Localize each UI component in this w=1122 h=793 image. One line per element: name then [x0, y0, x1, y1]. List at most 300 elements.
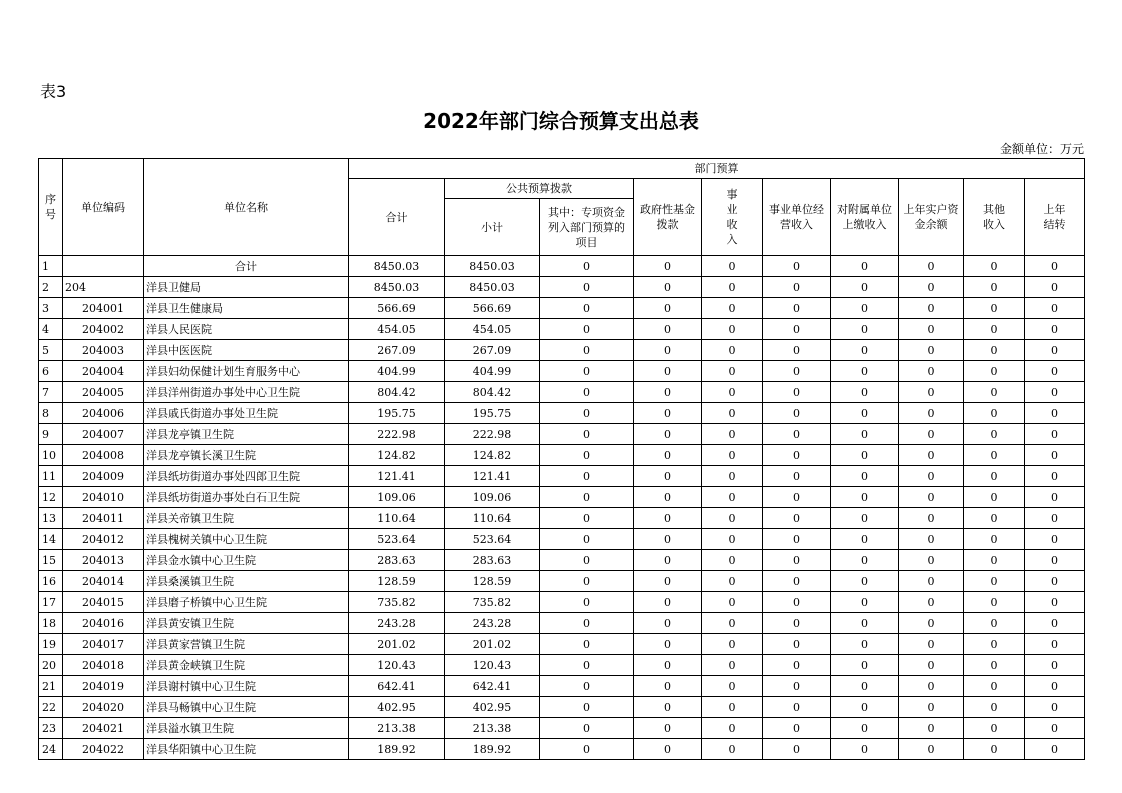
cell-business-unit-income: 0: [763, 319, 831, 340]
cell-name: 洋县马畅镇中心卫生院: [144, 697, 349, 718]
cell-other-income: 0: [964, 256, 1025, 277]
table-row: [39, 508, 1085, 529]
cell-business-income: 0: [702, 445, 763, 466]
cell-prev-carry: 0: [1025, 319, 1085, 340]
table-row: [39, 298, 1085, 319]
cell-business-unit-income: 0: [763, 676, 831, 697]
cell-subordinate-income: 0: [831, 466, 899, 487]
cell-prev-carry: 0: [1025, 697, 1085, 718]
cell-special-funds: 0: [540, 508, 634, 529]
cell-code: 204020: [63, 697, 144, 718]
cell-business-income: 0: [702, 718, 763, 739]
cell-subordinate-income: 0: [831, 277, 899, 298]
table-row: [39, 466, 1085, 487]
cell-name: 洋县黄金峡镇卫生院: [144, 655, 349, 676]
cell-special-funds: 0: [540, 550, 634, 571]
cell-seq: 9: [39, 424, 63, 445]
table-row: [39, 340, 1085, 361]
cell-business-income: 0: [702, 298, 763, 319]
cell-special-funds: 0: [540, 382, 634, 403]
cell-prev-carry: 0: [1025, 424, 1085, 445]
page-title: 2022年部门综合预算支出总表: [423, 109, 699, 133]
cell-seq: 6: [39, 361, 63, 382]
cell-name: 洋县妇幼保健计划生育服务中心: [144, 361, 349, 382]
cell-business-unit-income: 0: [763, 634, 831, 655]
cell-code: 204002: [63, 319, 144, 340]
cell-special-funds: 0: [540, 340, 634, 361]
cell-prev-balance: 0: [899, 571, 964, 592]
cell-business-unit-income: 0: [763, 571, 831, 592]
table-row: [39, 592, 1085, 613]
cell-prev-carry: 0: [1025, 277, 1085, 298]
cell-total: 283.63: [349, 550, 445, 571]
cell-seq: 23: [39, 718, 63, 739]
cell-gov-fund: 0: [634, 466, 702, 487]
cell-total: 120.43: [349, 655, 445, 676]
cell-total: 404.99: [349, 361, 445, 382]
cell-total: 642.41: [349, 676, 445, 697]
cell-subordinate-income: 0: [831, 697, 899, 718]
col-header-prev-balance: 上年实户资金余额: [899, 179, 964, 256]
cell-special-funds: 0: [540, 424, 634, 445]
cell-gov-fund: 0: [634, 277, 702, 298]
cell-business-unit-income: 0: [763, 529, 831, 550]
cell-other-income: 0: [964, 340, 1025, 361]
cell-business-unit-income: 0: [763, 718, 831, 739]
cell-prev-balance: 0: [899, 403, 964, 424]
cell-seq: 2: [39, 277, 63, 298]
cell-subordinate-income: 0: [831, 403, 899, 424]
cell-total: 8450.03: [349, 277, 445, 298]
cell-subordinate-income: 0: [831, 319, 899, 340]
cell-business-income: 0: [702, 403, 763, 424]
table-row: [39, 571, 1085, 592]
cell-gov-fund: 0: [634, 256, 702, 277]
cell-prev-balance: 0: [899, 487, 964, 508]
cell-prev-balance: 0: [899, 256, 964, 277]
cell-prev-carry: 0: [1025, 550, 1085, 571]
cell-prev-balance: 0: [899, 676, 964, 697]
cell-other-income: 0: [964, 424, 1025, 445]
cell-name: 洋县人民医院: [144, 319, 349, 340]
cell-special-funds: 0: [540, 739, 634, 760]
cell-seq: 20: [39, 655, 63, 676]
cell-special-funds: 0: [540, 298, 634, 319]
cell-business-unit-income: 0: [763, 613, 831, 634]
cell-seq: 11: [39, 466, 63, 487]
cell-gov-fund: 0: [634, 298, 702, 319]
cell-subordinate-income: 0: [831, 487, 899, 508]
cell-code: [63, 256, 144, 277]
cell-prev-balance: 0: [899, 466, 964, 487]
cell-other-income: 0: [964, 361, 1025, 382]
cell-business-unit-income: 0: [763, 592, 831, 613]
cell-subordinate-income: 0: [831, 550, 899, 571]
cell-other-income: 0: [964, 550, 1025, 571]
cell-name: 洋县洋州街道办事处中心卫生院: [144, 382, 349, 403]
table-id-label: 表3: [40, 82, 67, 101]
cell-subordinate-income: 0: [831, 424, 899, 445]
cell-subordinate-income: 0: [831, 592, 899, 613]
cell-special-funds: 0: [540, 319, 634, 340]
cell-business-unit-income: 0: [763, 466, 831, 487]
cell-total: 523.64: [349, 529, 445, 550]
cell-prev-carry: 0: [1025, 382, 1085, 403]
cell-seq: 24: [39, 739, 63, 760]
cell-code: 204014: [63, 571, 144, 592]
cell-business-income: 0: [702, 697, 763, 718]
cell-name: 洋县黄家营镇卫生院: [144, 634, 349, 655]
cell-subtotal: 120.43: [445, 655, 540, 676]
cell-code: 204010: [63, 487, 144, 508]
cell-subtotal: 109.06: [445, 487, 540, 508]
cell-prev-balance: 0: [899, 508, 964, 529]
table-row: [39, 697, 1085, 718]
cell-gov-fund: 0: [634, 529, 702, 550]
cell-gov-fund: 0: [634, 613, 702, 634]
cell-subordinate-income: 0: [831, 508, 899, 529]
cell-seq: 1: [39, 256, 63, 277]
table-row: [39, 550, 1085, 571]
cell-business-unit-income: 0: [763, 361, 831, 382]
cell-prev-carry: 0: [1025, 592, 1085, 613]
cell-prev-carry: 0: [1025, 529, 1085, 550]
table-row: [39, 739, 1085, 760]
cell-business-income: 0: [702, 739, 763, 760]
cell-subordinate-income: 0: [831, 340, 899, 361]
cell-business-income: 0: [702, 277, 763, 298]
cell-business-income: 0: [702, 592, 763, 613]
cell-total: 735.82: [349, 592, 445, 613]
cell-special-funds: 0: [540, 256, 634, 277]
table-row: [39, 319, 1085, 340]
cell-subordinate-income: 0: [831, 529, 899, 550]
cell-gov-fund: 0: [634, 508, 702, 529]
cell-other-income: 0: [964, 487, 1025, 508]
cell-total: 566.69: [349, 298, 445, 319]
cell-total: 124.82: [349, 445, 445, 466]
cell-code: 204022: [63, 739, 144, 760]
cell-gov-fund: 0: [634, 655, 702, 676]
cell-prev-balance: 0: [899, 340, 964, 361]
cell-business-income: 0: [702, 382, 763, 403]
cell-seq: 14: [39, 529, 63, 550]
cell-business-unit-income: 0: [763, 739, 831, 760]
table-row: [39, 655, 1085, 676]
cell-prev-balance: 0: [899, 277, 964, 298]
cell-subtotal: 402.95: [445, 697, 540, 718]
cell-seq: 3: [39, 298, 63, 319]
cell-subordinate-income: 0: [831, 739, 899, 760]
cell-other-income: 0: [964, 592, 1025, 613]
cell-code: 204015: [63, 592, 144, 613]
cell-total: 189.92: [349, 739, 445, 760]
cell-name: 洋县磨子桥镇中心卫生院: [144, 592, 349, 613]
cell-name: 洋县纸坊街道办事处白石卫生院: [144, 487, 349, 508]
cell-prev-balance: 0: [899, 718, 964, 739]
cell-seq: 21: [39, 676, 63, 697]
cell-prev-carry: 0: [1025, 613, 1085, 634]
cell-prev-balance: 0: [899, 382, 964, 403]
cell-subtotal: 454.05: [445, 319, 540, 340]
cell-subtotal: 642.41: [445, 676, 540, 697]
col-header-other-income: 其他收入: [964, 179, 1025, 256]
cell-seq: 5: [39, 340, 63, 361]
col-header-subordinate-income: 对附属单位上缴收入: [831, 179, 899, 256]
col-header-total: 合计: [349, 179, 445, 256]
cell-subtotal: 121.41: [445, 466, 540, 487]
cell-business-income: 0: [702, 550, 763, 571]
cell-business-unit-income: 0: [763, 298, 831, 319]
cell-name: 洋县黄安镇卫生院: [144, 613, 349, 634]
cell-business-income: 0: [702, 571, 763, 592]
cell-other-income: 0: [964, 718, 1025, 739]
cell-business-unit-income: 0: [763, 277, 831, 298]
cell-special-funds: 0: [540, 487, 634, 508]
cell-prev-balance: 0: [899, 697, 964, 718]
cell-subordinate-income: 0: [831, 445, 899, 466]
cell-prev-carry: 0: [1025, 739, 1085, 760]
cell-code: 204003: [63, 340, 144, 361]
cell-prev-balance: 0: [899, 298, 964, 319]
cell-other-income: 0: [964, 277, 1025, 298]
cell-business-income: 0: [702, 340, 763, 361]
cell-business-income: 0: [702, 424, 763, 445]
cell-business-income: 0: [702, 676, 763, 697]
cell-gov-fund: 0: [634, 634, 702, 655]
cell-other-income: 0: [964, 676, 1025, 697]
cell-gov-fund: 0: [634, 676, 702, 697]
table-row: [39, 277, 1085, 298]
cell-other-income: 0: [964, 466, 1025, 487]
cell-subtotal: 201.02: [445, 634, 540, 655]
cell-prev-carry: 0: [1025, 718, 1085, 739]
cell-subordinate-income: 0: [831, 676, 899, 697]
cell-total: 267.09: [349, 340, 445, 361]
cell-subtotal: 110.64: [445, 508, 540, 529]
cell-subtotal: 735.82: [445, 592, 540, 613]
amount-unit-label: 金额单位：万元: [999, 142, 1084, 156]
cell-gov-fund: 0: [634, 487, 702, 508]
cell-total: 454.05: [349, 319, 445, 340]
cell-subordinate-income: 0: [831, 655, 899, 676]
cell-other-income: 0: [964, 508, 1025, 529]
cell-seq: 4: [39, 319, 63, 340]
cell-prev-balance: 0: [899, 592, 964, 613]
cell-code: 204001: [63, 298, 144, 319]
cell-special-funds: 0: [540, 361, 634, 382]
cell-other-income: 0: [964, 529, 1025, 550]
cell-code: 204005: [63, 382, 144, 403]
cell-special-funds: 0: [540, 445, 634, 466]
cell-subordinate-income: 0: [831, 256, 899, 277]
cell-total: 222.98: [349, 424, 445, 445]
cell-prev-carry: 0: [1025, 340, 1085, 361]
cell-code: 204018: [63, 655, 144, 676]
cell-prev-balance: 0: [899, 739, 964, 760]
cell-other-income: 0: [964, 634, 1025, 655]
cell-special-funds: 0: [540, 655, 634, 676]
cell-subtotal: 566.69: [445, 298, 540, 319]
table-body: [39, 256, 1085, 760]
cell-total: 128.59: [349, 571, 445, 592]
cell-seq: 22: [39, 697, 63, 718]
cell-name: 洋县中医医院: [144, 340, 349, 361]
cell-gov-fund: 0: [634, 592, 702, 613]
cell-subordinate-income: 0: [831, 718, 899, 739]
cell-name: 合计: [144, 256, 349, 277]
cell-name: 洋县华阳镇中心卫生院: [144, 739, 349, 760]
cell-name: 洋县龙亭镇长溪卫生院: [144, 445, 349, 466]
table-row: [39, 487, 1085, 508]
cell-code: 204007: [63, 424, 144, 445]
cell-code: 204016: [63, 613, 144, 634]
cell-subordinate-income: 0: [831, 382, 899, 403]
budget-expenditure-table: [38, 158, 1085, 760]
cell-prev-balance: 0: [899, 613, 964, 634]
cell-gov-fund: 0: [634, 697, 702, 718]
col-header-subtotal: 小计: [445, 199, 540, 256]
table-header: [39, 159, 1085, 256]
cell-total: 110.64: [349, 508, 445, 529]
cell-other-income: 0: [964, 571, 1025, 592]
cell-total: 109.06: [349, 487, 445, 508]
cell-business-income: 0: [702, 508, 763, 529]
cell-business-income: 0: [702, 319, 763, 340]
cell-business-income: 0: [702, 655, 763, 676]
cell-subordinate-income: 0: [831, 613, 899, 634]
cell-gov-fund: 0: [634, 340, 702, 361]
cell-code: 204013: [63, 550, 144, 571]
table-row: [39, 403, 1085, 424]
cell-gov-fund: 0: [634, 403, 702, 424]
cell-seq: 8: [39, 403, 63, 424]
cell-seq: 19: [39, 634, 63, 655]
cell-special-funds: 0: [540, 634, 634, 655]
cell-total: 402.95: [349, 697, 445, 718]
cell-name: 洋县卫健局: [144, 277, 349, 298]
cell-other-income: 0: [964, 655, 1025, 676]
cell-business-unit-income: 0: [763, 403, 831, 424]
col-header-dept-budget: 部门预算: [349, 159, 1085, 179]
cell-seq: 10: [39, 445, 63, 466]
cell-prev-balance: 0: [899, 319, 964, 340]
cell-name: 洋县纸坊街道办事处四郎卫生院: [144, 466, 349, 487]
cell-subtotal: 267.09: [445, 340, 540, 361]
cell-subordinate-income: 0: [831, 634, 899, 655]
cell-prev-balance: 0: [899, 550, 964, 571]
cell-special-funds: 0: [540, 277, 634, 298]
cell-business-income: 0: [702, 529, 763, 550]
cell-prev-balance: 0: [899, 361, 964, 382]
cell-subtotal: 8450.03: [445, 256, 540, 277]
cell-other-income: 0: [964, 298, 1025, 319]
cell-seq: 13: [39, 508, 63, 529]
table-row: [39, 613, 1085, 634]
cell-business-unit-income: 0: [763, 550, 831, 571]
cell-code: 204012: [63, 529, 144, 550]
cell-special-funds: 0: [540, 697, 634, 718]
table-row: [39, 718, 1085, 739]
col-header-special-funds: 其中：专项资金列入部门预算的项目: [540, 199, 634, 256]
cell-name: 洋县槐树关镇中心卫生院: [144, 529, 349, 550]
cell-prev-carry: 0: [1025, 466, 1085, 487]
cell-business-unit-income: 0: [763, 445, 831, 466]
table-row: [39, 445, 1085, 466]
cell-code: 204011: [63, 508, 144, 529]
cell-prev-carry: 0: [1025, 634, 1085, 655]
cell-code: 204004: [63, 361, 144, 382]
cell-special-funds: 0: [540, 529, 634, 550]
cell-business-unit-income: 0: [763, 697, 831, 718]
cell-code: 204: [63, 277, 144, 298]
cell-prev-carry: 0: [1025, 508, 1085, 529]
cell-subtotal: 195.75: [445, 403, 540, 424]
col-header-seq: 序号: [39, 159, 63, 256]
cell-other-income: 0: [964, 445, 1025, 466]
table-row: [39, 424, 1085, 445]
cell-special-funds: 0: [540, 613, 634, 634]
cell-total: 195.75: [349, 403, 445, 424]
cell-name: 洋县桑溪镇卫生院: [144, 571, 349, 592]
cell-prev-balance: 0: [899, 655, 964, 676]
cell-total: 213.38: [349, 718, 445, 739]
cell-name: 洋县溢水镇卫生院: [144, 718, 349, 739]
cell-total: 8450.03: [349, 256, 445, 277]
cell-prev-carry: 0: [1025, 361, 1085, 382]
cell-code: 204017: [63, 634, 144, 655]
table-row: [39, 676, 1085, 697]
cell-subtotal: 243.28: [445, 613, 540, 634]
cell-other-income: 0: [964, 697, 1025, 718]
table-row: [39, 256, 1085, 277]
cell-prev-carry: 0: [1025, 655, 1085, 676]
cell-prev-carry: 0: [1025, 676, 1085, 697]
cell-special-funds: 0: [540, 676, 634, 697]
cell-subtotal: 128.59: [445, 571, 540, 592]
cell-other-income: 0: [964, 382, 1025, 403]
cell-gov-fund: 0: [634, 550, 702, 571]
cell-prev-carry: 0: [1025, 403, 1085, 424]
cell-prev-carry: 0: [1025, 445, 1085, 466]
cell-gov-fund: 0: [634, 319, 702, 340]
cell-business-income: 0: [702, 256, 763, 277]
cell-business-unit-income: 0: [763, 508, 831, 529]
col-header-gov-fund: 政府性基金拨款: [634, 179, 702, 256]
cell-special-funds: 0: [540, 466, 634, 487]
cell-name: 洋县戚氏街道办事处卫生院: [144, 403, 349, 424]
col-header-prev-carry: 上年结转: [1025, 179, 1085, 256]
table-row: [39, 361, 1085, 382]
cell-special-funds: 0: [540, 571, 634, 592]
cell-prev-balance: 0: [899, 424, 964, 445]
cell-subtotal: 124.82: [445, 445, 540, 466]
cell-business-income: 0: [702, 466, 763, 487]
cell-prev-balance: 0: [899, 529, 964, 550]
cell-business-unit-income: 0: [763, 340, 831, 361]
cell-prev-carry: 0: [1025, 571, 1085, 592]
col-header-name: 单位名称: [144, 159, 349, 256]
cell-gov-fund: 0: [634, 718, 702, 739]
cell-prev-carry: 0: [1025, 487, 1085, 508]
cell-business-income: 0: [702, 361, 763, 382]
cell-name: 洋县龙亭镇卫生院: [144, 424, 349, 445]
col-header-code: 单位编码: [63, 159, 144, 256]
cell-gov-fund: 0: [634, 571, 702, 592]
cell-business-unit-income: 0: [763, 382, 831, 403]
cell-subordinate-income: 0: [831, 361, 899, 382]
cell-prev-balance: 0: [899, 634, 964, 655]
